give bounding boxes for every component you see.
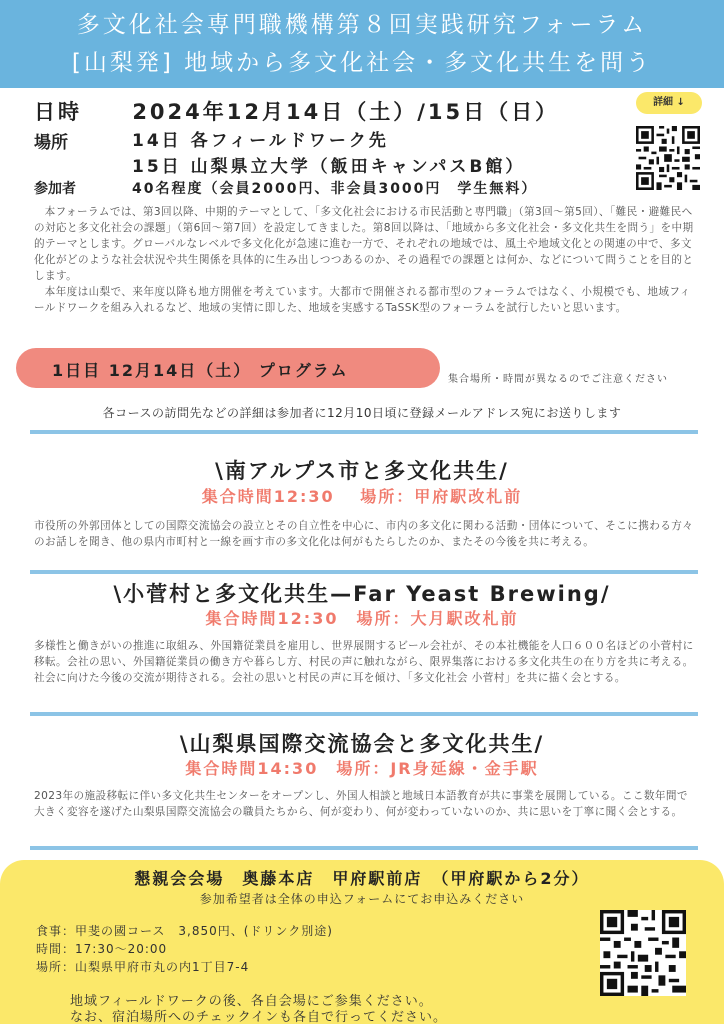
qr-code-icon[interactable] xyxy=(636,126,700,190)
event-date-row xyxy=(34,96,559,126)
party-meal: 食事：甲斐の國コース 3,850円、(ドリンク別途) xyxy=(36,924,333,938)
course-title: \小菅村と多文化共生—Far Yeast Brewing/ xyxy=(113,582,611,606)
party-place: 場所：山梨県甲府市丸の内1丁目7-4 xyxy=(36,960,250,974)
course-description: 多様性と働きがいの推進に取組み、外国籍従業員を雇用し、世界展開するビール会社が、その本社機能を人口６００名ほどの小菅村に移転。会社の思い、外国籍従業員の働き方や暮らし方、村民の声に触れながら、限界集落における多文化共生の在り方を共に考える。社会に向けた今後の交流が期待される。会社の思いと村民の声に耳を傾け、「多文化社会 小菅村」を共に描く会とする。 xyxy=(34,640,694,684)
course-description: 2023年の施設移転に伴い多文化共生センターをオープンし、外国人相談と地域日本語教育が共に事業を展開している。ここ数年間で大きく変容を遂げた山梨県国際交流協会の職員たちから、何が変わり、何が変わっていないのか、共に思いを丁寧に聞く会とする。 xyxy=(34,790,688,818)
participants-label: 参加者 xyxy=(34,181,76,197)
forum-theme: [山梨発] 地域から多文化社会・多文化共生を問う xyxy=(71,50,653,76)
party-closing-1: 地域フィールドワークの後、各自会場にご参集ください。 xyxy=(70,994,433,1009)
party-time: 時間：17:30〜20:00 xyxy=(36,942,168,956)
program-info: 各コースの訪問先などの詳細は参加者に12月10日頃に登録メールアドレス宛にお送りします xyxy=(102,406,622,420)
course-description: 市役所の外郭団体としての国際交流協会の設立とその自立性を中心に、市内の多文化に関わる活動・団体について、そこに携わる方々のお話しを聞き、他の県内市町村と一線を画す市の多文化化は何がもたらしたのか、またその今後を共に考える。 xyxy=(34,520,694,548)
day1-program-pill xyxy=(16,348,440,388)
date-value: 2024年12月14日（土）/15日（日） xyxy=(132,100,560,124)
date-label: 日時 xyxy=(34,100,82,124)
page-header xyxy=(0,0,724,88)
divider xyxy=(30,846,698,850)
place-day1: 14日 各フィールドワーク先 xyxy=(132,131,389,151)
forum-title: 多文化社会専門職機構第８回実践研究フォーラム xyxy=(76,12,648,38)
intro-paragraph-1: 本フォーラムでは、第3回以降、中期的テーマとして、「多文化社会における市民活動と専門職」（第3回〜第5回）、「難民・避難民への対応と多文化社会の課題」（第6回〜第7回）を設定してきました。第8回以降は、「地域から多文化社会・多文化共生を問う」を中期的テーマとします。グローバルなレベルで多文化化が急速に進む一方で、それぞれの地域では、風土や地域文化との関連の中で、多文化化がどのような社会状況や共生関係を具体的に生み出しつつあるのか、その過程での課題とは何か、などについて問うことを目的とします。 xyxy=(34,206,694,282)
course-title: \南アルプス市と多文化共生/ xyxy=(215,459,509,483)
course-title: \山梨県国際交流協会と多文化共生/ xyxy=(179,732,545,756)
day1-program-label: 1日目 12月14日（土） プログラム xyxy=(52,361,349,380)
detail-badge[interactable]: 詳細 ↓ xyxy=(636,92,702,114)
course-meeting: 集合時間14:30 場所：JR身延線・金手駅 xyxy=(185,759,539,778)
divider xyxy=(30,570,698,574)
participants-value: 40名程度（会員2000円、非会員3000円 学生無料） xyxy=(132,181,538,197)
divider xyxy=(30,430,698,434)
divider xyxy=(30,712,698,716)
intro-paragraph-2: 本年度は山梨で、来年度以降も地方開催を考えています。大都市で開催される都市型のフォーラムではなく、小規模でも、地域フィールドワークを組み入れるなど、地域の実情に即した、地域を実感するTaSSK型のフォーラムを試行したいと思います。 xyxy=(34,286,691,314)
party-title: 懇親会会場 奥藤本店 甲府駅前店 （甲府駅から2分） xyxy=(134,869,590,888)
intro-text xyxy=(34,204,694,316)
party-subtitle: 参加希望者は全体の申込フォームにてお申込みください xyxy=(199,892,525,906)
course-meeting: 集合時間12:30 場所：大月駅改札前 xyxy=(205,609,519,628)
course-meeting: 集合時間12:30 場所：甲府駅改札前 xyxy=(201,487,523,506)
program-note: 集合場所・時間が異なるのでご注意ください xyxy=(448,374,668,385)
qr-code-icon[interactable] xyxy=(600,910,686,996)
place-day2: 15日 山梨県立大学（飯田キャンパスB館） xyxy=(132,157,526,177)
place-label: 場所 xyxy=(34,133,68,153)
party-closing-2: なお、宿泊場所へのチェックインも各自で行ってください。 xyxy=(70,1010,447,1025)
